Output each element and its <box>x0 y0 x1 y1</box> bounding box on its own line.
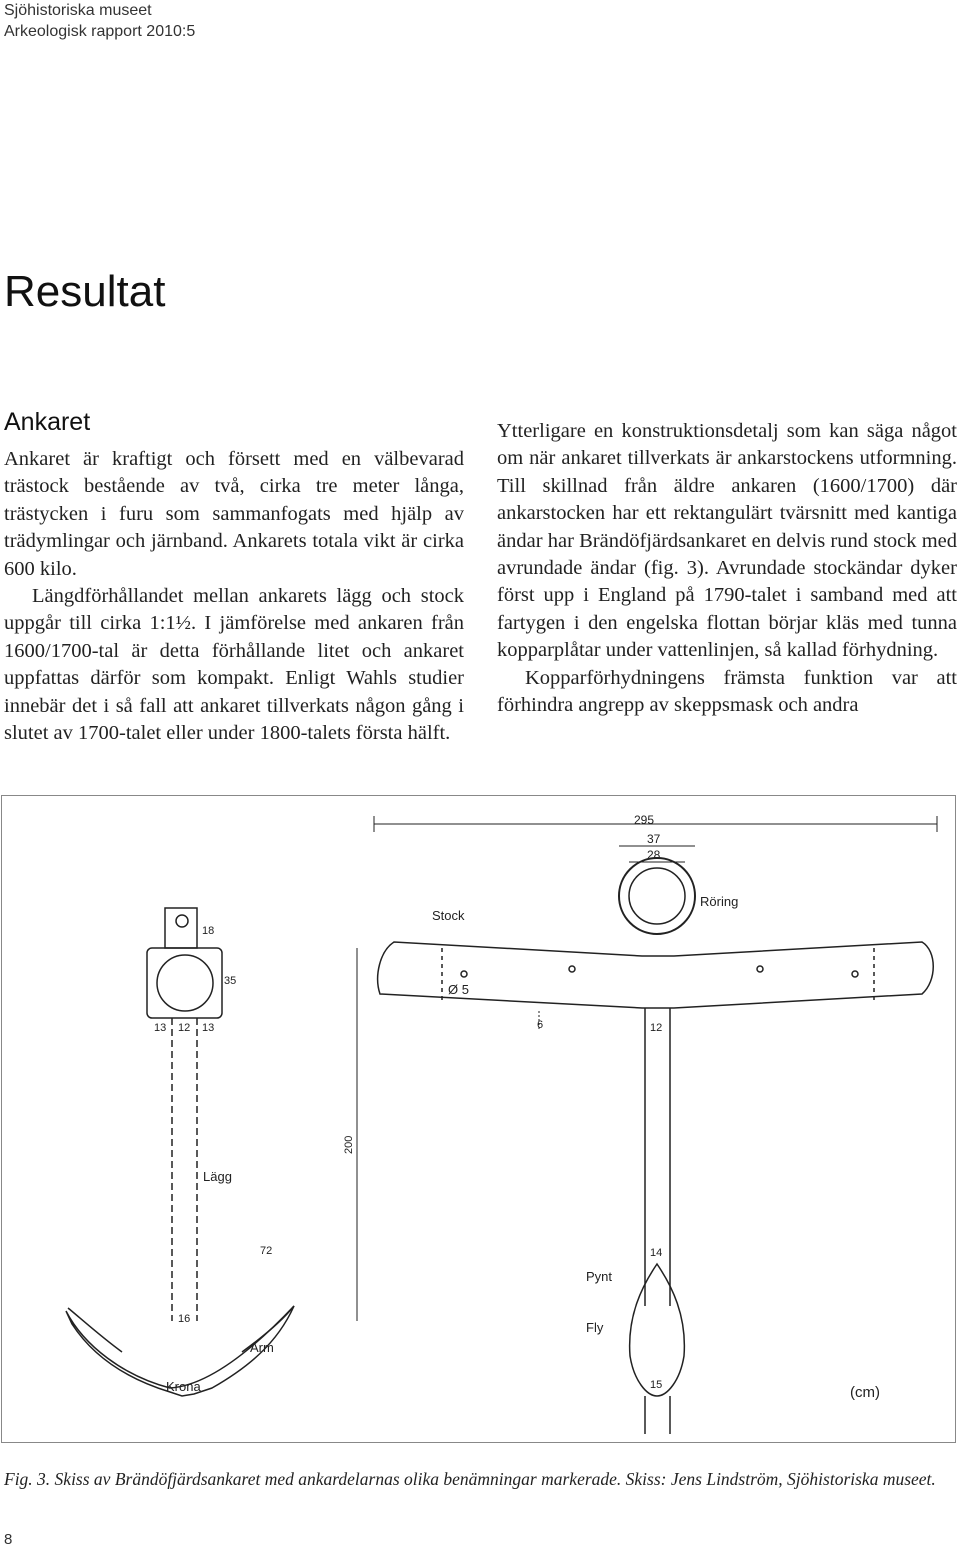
fluke-side-view <box>630 1264 685 1396</box>
label-pynt: Pynt <box>586 1269 613 1284</box>
running-header <box>4 0 195 42</box>
right-column <box>497 418 957 719</box>
dim-295: 295 <box>634 813 655 827</box>
label-roring: Röring <box>700 894 739 909</box>
dim-28: 28 <box>647 848 661 862</box>
right-paragraph-1: Ytterligare en konstruktionsdetalj som kan säga något om när ankaret tillverkats är ankarstockens utformning. Till skillnad från äldre ankaren (1600/1700) där ankarstocken har ett rektangulärt tvärsnitt med kantiga ändar har Brändöfjärdsankaret en delvis rund stock med avrundade ändar (fig. 3). Avrundade stockändar dyker först upp i England på 1790-talet i samband med att fartygen i den engelska flottan börjar kläs med tunna kopparplåtar under vattenlinjen, så kallad förhydning. <box>497 420 957 662</box>
right-paragraph-2: Kopparförhydningens främsta funktion var att förhindra angrepp av skeppsmask och andra <box>497 666 957 717</box>
dim-12-top: 12 <box>178 1022 191 1034</box>
left-paragraph-1: Ankaret är kraftigt och försett med en välbevarad trästock bestående av två, cirka tre meter långa, trästycken i furu som sammanfogats med hjälp av trädymlingar och järnband. Ankarets totala vikt är cirka 600 kilo. <box>4 448 464 580</box>
stock-bolt-4 <box>852 971 858 977</box>
dim-13-right: 13 <box>202 1022 215 1034</box>
stock-bolt-1 <box>461 971 467 977</box>
anchor-ring-inner <box>629 868 685 924</box>
header-report: Arkeologisk rapport 2010:5 <box>4 23 196 40</box>
stock-bolt-3 <box>757 966 763 972</box>
dim-14: 14 <box>650 1247 663 1259</box>
figure-frame <box>1 795 956 1443</box>
label-fly: Fly <box>586 1320 604 1335</box>
figure-caption: Fig. 3. Skiss av Brändöfjärdsankaret med ankardelarnas olika benämningar markerade. Skiss: Jens Lindström, Sjöhistoriska museet. <box>4 1469 936 1489</box>
dim-diameter-5: Ø 5 <box>448 982 469 997</box>
left-column <box>4 446 464 747</box>
header-museum: Sjöhistoriska museet <box>4 2 152 19</box>
dim-200: 200 <box>343 1135 355 1154</box>
dim-72: 72 <box>260 1245 273 1257</box>
dim-35: 35 <box>224 975 237 987</box>
dim-6: 6 <box>537 1019 544 1031</box>
label-unit: (cm) <box>850 1384 880 1401</box>
label-lagg: Lägg <box>203 1169 232 1184</box>
dim-37: 37 <box>647 832 661 846</box>
anchor-drawing <box>2 796 957 1444</box>
dim-13-left: 13 <box>154 1022 167 1034</box>
stock-bolt-2 <box>569 966 575 972</box>
label-krona: Krona <box>166 1379 201 1394</box>
section-title: Ankaret <box>4 408 91 436</box>
anchor-ring <box>619 858 695 934</box>
dim-15: 15 <box>650 1379 663 1391</box>
left-paragraph-2: Längdförhållandet mellan ankarets lägg och stock uppgår till cirka 1:1½. I jämförelse med ankaren från 1600/1700-tal är detta förhållande litet och ankaret uppfattas därför som kompakt. Enligt Wahls studier innebär det i så fall att ankaret tillverkats någon gång i slutet av 1700-talet eller under 1800-talets första hälft. <box>4 585 464 745</box>
stock-top-block <box>165 908 197 948</box>
stock-end-circle <box>157 955 213 1011</box>
stock-end-block <box>147 948 222 1018</box>
label-stock: Stock <box>432 908 465 923</box>
dim-18: 18 <box>202 925 215 937</box>
stock-hole <box>176 915 188 927</box>
dim-12: 12 <box>650 1022 663 1034</box>
page-title: Resultat <box>4 267 166 316</box>
label-arm: Arm <box>250 1340 274 1355</box>
page-number: 8 <box>4 1531 13 1548</box>
dim-16: 16 <box>178 1313 191 1325</box>
